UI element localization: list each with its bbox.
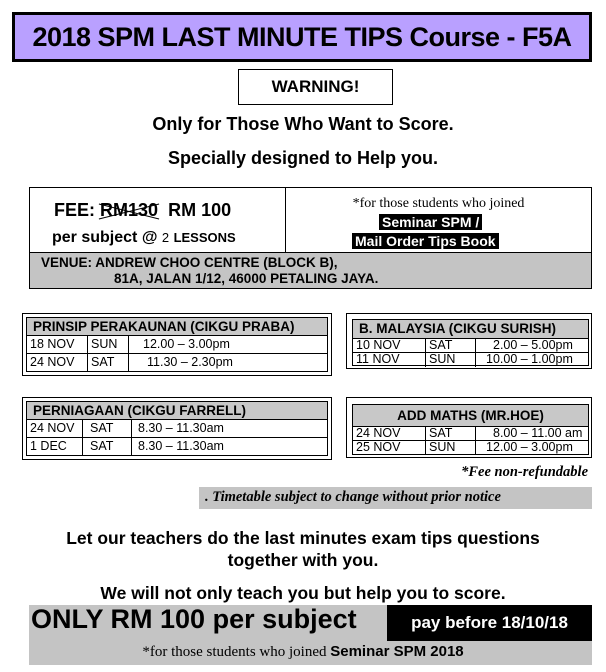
cta-line2: together with you. <box>227 550 379 570</box>
fee-highlight-seminar: Seminar SPM / <box>379 214 482 230</box>
pay-before-box: pay before 18/10/18 <box>387 605 592 641</box>
cta-score: We will not only teach you but help you to score. <box>100 583 506 603</box>
row-date: 25 NOV <box>353 441 426 455</box>
row-day: SUN <box>426 441 476 455</box>
timetable-heading: ADD MATHS (MR.HOE) <box>353 405 588 427</box>
timetable-perniagaan <box>22 397 332 460</box>
row-date: 11 NOV <box>353 353 426 367</box>
venue-line1: VENUE: ANDREW CHOO CENTRE (BLOCK B), <box>41 255 338 270</box>
fee-non-refundable-note: *Fee non-refundable <box>461 464 588 480</box>
fee-eligibility-note: *for those students who joined <box>352 196 525 211</box>
venue-bar <box>30 252 591 288</box>
timetable-row <box>353 427 588 441</box>
row-time: 8.00 – 11.00 am <box>493 426 583 440</box>
bottom-note <box>0 643 606 661</box>
row-date: 24 NOV <box>27 354 88 372</box>
timetable-heading: PRINSIP PERAKAUNAN (CIKGU PRABA) <box>27 318 327 336</box>
fee-new-price: RM 100 <box>168 200 232 220</box>
row-time: 12.00 – 3.00pm <box>143 337 230 351</box>
timetable-grid <box>26 401 328 456</box>
price-headline: ONLY RM 100 per subject <box>31 604 357 634</box>
venue-line2: 81A, JALAN 1/12, 46000 PETALING JAYA. <box>114 271 379 286</box>
timetable-row <box>27 438 327 456</box>
row-day: SAT <box>426 339 476 352</box>
cta-line1: Let our teachers do the last minutes exam tips questions <box>66 528 540 548</box>
fee-lessons-count: 2 <box>161 230 170 245</box>
row-day: SAT <box>83 420 132 437</box>
row-time: 12.00 – 3.00pm <box>486 440 573 454</box>
row-day: SUN <box>426 353 476 367</box>
warning-box: WARNING! <box>238 69 393 105</box>
page-title: 2018 SPM LAST MINUTE TIPS Course - F5A <box>12 12 592 62</box>
fee-highlight-mail-order: Mail Order Tips Book <box>352 233 499 249</box>
timetable-heading: PERNIAGAAN (CIKGU FARRELL) <box>27 402 327 420</box>
timetable-row <box>353 441 588 455</box>
tagline-help: Specially designed to Help you. <box>167 148 439 168</box>
row-date: 1 DEC <box>27 438 83 456</box>
row-time: 11.30 – 2.30pm <box>147 355 233 369</box>
fee-eligibility-panel <box>286 188 591 252</box>
timetable-row <box>353 339 588 353</box>
row-time: 8.30 – 11.30am <box>138 421 224 435</box>
row-day: SAT <box>83 438 132 456</box>
fee-at: @ <box>141 229 158 246</box>
bottom-note-seminar: Seminar SPM 2018 <box>330 643 464 660</box>
fee-box <box>29 187 592 289</box>
row-day: SAT <box>88 354 129 372</box>
row-day: SAT <box>426 427 476 440</box>
row-day: SUN <box>88 336 129 353</box>
timetable-b-malaysia <box>346 313 592 369</box>
fee-old-price: RM130 <box>100 200 159 220</box>
bottom-note-text: *for those students who joined <box>142 644 327 660</box>
timetable-row <box>27 354 327 372</box>
fee-per-subject-line <box>52 229 236 247</box>
row-date: 10 NOV <box>353 339 426 352</box>
timetable-prinsip-perakaunan <box>22 313 332 376</box>
timetable-add-maths <box>346 397 592 458</box>
cta-teachers <box>0 527 606 571</box>
timetable-change-note: . Timetable subject to change without prior notice <box>205 489 501 505</box>
timetable-row <box>353 353 588 367</box>
fee-label: FEE: <box>54 200 96 220</box>
fee-price-panel <box>30 188 286 252</box>
row-time: 2.00 – 5.00pm <box>493 338 573 352</box>
timetable-row <box>27 420 327 438</box>
row-date: 24 NOV <box>27 420 83 437</box>
timetable-grid <box>352 319 589 366</box>
row-time: 8.30 – 11.30am <box>138 439 224 453</box>
row-time: 10.00 – 1.00pm <box>486 352 573 366</box>
tagline-score: Only for Those Who Want to Score. <box>152 114 454 134</box>
fee-per-subject: per subject <box>52 229 138 246</box>
timetable-grid <box>26 317 328 372</box>
timetable-grid <box>352 404 589 455</box>
row-date: 24 NOV <box>353 427 426 440</box>
fee-lessons-label: LESSONS <box>173 230 236 245</box>
row-date: 18 NOV <box>27 336 88 353</box>
timetable-heading: B. MALAYSIA (CIKGU SURISH) <box>353 320 588 339</box>
fee-price-line <box>54 200 231 221</box>
timetable-row <box>27 336 327 354</box>
